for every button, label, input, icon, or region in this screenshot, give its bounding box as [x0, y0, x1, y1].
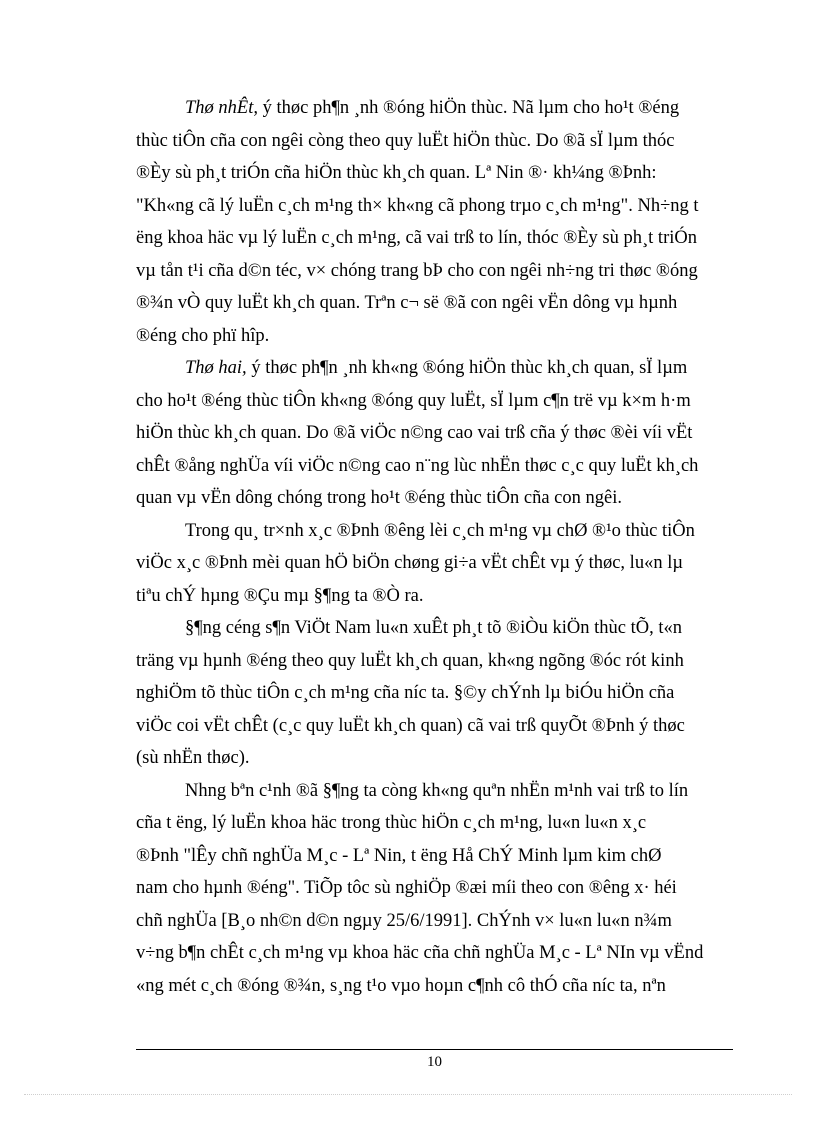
- text-line: vµ tån t¹i cña d©n téc, v× chóng trang bÞ cho con ngêi nh÷ng tri thøc ®óng: [136, 260, 698, 281]
- paragraph-first-line: Trong qu¸ tr×nh x¸c ®Þnh ®êng lèi c¸ch m¹ng vµ chØ ®¹o thùc tiÔn: [185, 520, 695, 541]
- paragraph-lead: Thø nhÊt,: [185, 98, 258, 118]
- text-line: träng vµ hµnh ®éng theo quy luËt kh¸ch quan, kh«ng ngõng ®óc rót kinh: [136, 650, 684, 671]
- paragraph-first-line: §¶ng céng s¶n ViÖt Nam lu«n xuÊt ph¸t tõ ®iÒu kiÖn thùc tÕ, t«n: [185, 618, 682, 638]
- text-line: v÷ng b¶n chÊt c¸ch m¹ng vµ khoa häc cña chñ nghÜa M¸c - Lª NIn vµ vËnd: [136, 943, 704, 963]
- paragraph-first-line: [136, 352, 732, 385]
- paragraph-4: [136, 612, 732, 775]
- text-line: ®Èy sù ph¸t triÓn cña hiÖn thùc kh¸ch quan. Lª Nin ®· kh¼ng ®Þnh:: [136, 163, 657, 183]
- text-line: ®Þnh "lÊy chñ nghÜa M¸c - Lª Nin, t ëng Hå ChÝ Minh lµm kim chØ: [136, 845, 662, 866]
- body-text: [136, 92, 732, 1002]
- text-line: tiªu chÝ hµng ®Çu mµ §¶ng ta ®Ò ra.: [136, 585, 424, 606]
- text-line: cña t ëng, lý luËn khoa häc trong thùc hiÖn c¸ch m¹ng, lu«n lu«n x¸c: [136, 813, 647, 833]
- paragraph-1: [136, 92, 732, 352]
- paragraph-3: [136, 515, 732, 613]
- paragraph-first-line-text: ý thøc ph¶n ¸nh ®óng hiÖn thùc. Nã lµm cho ho¹t ®éng: [257, 98, 680, 118]
- page-bottom-border: [24, 1094, 792, 1095]
- text-line: cho ho¹t ®éng thùc tiÔn kh«ng ®óng quy luËt, sÏ lµm c¶n trë vµ k×m h·m: [136, 390, 691, 411]
- text-line: thùc tiÔn cña con ngêi còng theo quy luËt hiÖn thùc. Do ®ã sÏ lµm thóc: [136, 130, 675, 151]
- text-line: viÖc coi vËt chÊt (c¸c quy luËt kh¸ch quan) cã vai trß quyÕt ®Þnh ý thøc: [136, 715, 685, 736]
- text-line: quan vµ vËn dông chóng trong ho¹t ®éng thùc tiÔn cña con ngêi.: [136, 488, 622, 508]
- text-line: ëng khoa häc vµ lý luËn c¸ch m¹ng, cã vai trß to lín, thóc ®Èy sù ph¸t triÓn: [136, 228, 697, 248]
- text-line: viÖc x¸c ®Þnh mèi quan hÖ biÖn chøng gi÷a vËt chÊt vµ ý thøc, lu«n lµ: [136, 553, 683, 573]
- text-line: (sù nhËn thøc).: [136, 748, 250, 768]
- text-line: nam cho hµnh ®éng". TiÕp tôc sù nghiÖp ®æi míi theo con ®êng x· héi: [136, 878, 677, 898]
- footer-divider: [136, 1049, 733, 1050]
- paragraph-5: [136, 775, 732, 1003]
- text-line: «ng mét c¸ch ®óng ®¾n, s¸ng t¹o vµo hoµn c¶nh cô thÓ cña níc ta, nªn: [136, 975, 666, 996]
- text-line: chÊt ®ång nghÜa víi viÖc n©ng cao n¨ng lùc nhËn thøc c¸c quy luËt kh¸ch: [136, 455, 699, 476]
- text-line: ®¾n vÒ quy luËt kh¸ch quan. Trªn c¬ së ®ã con ngêi vËn dông vµ hµnh: [136, 293, 678, 313]
- text-line: chñ nghÜa [B¸o nh©n d©n ngµy 25/6/1991]. ChÝnh v× lu«n lu«n n¾m: [136, 910, 672, 931]
- text-line: nghiÖm tõ thùc tiÔn c¸ch m¹ng cña níc ta. §©y chÝnh lµ biÓu hiÖn cña: [136, 683, 675, 703]
- paragraph-first-line: Nhng bªn c¹nh ®ã §¶ng ta còng kh«ng quªn nhËn m¹nh vai trß to lín: [185, 780, 689, 801]
- paragraph-2: [136, 352, 732, 515]
- paragraph-first-line-text: ý thøc ph¶n ¸nh kh«ng ®óng hiÖn thùc kh¸ch quan, sÏ lµm: [246, 358, 688, 378]
- text-line: hiÖn thùc kh¸ch quan. Do ®ã viÖc n©ng cao vai trß cña ý thøc ®èi víi vËt: [136, 423, 693, 443]
- paragraph-lead: Thø hai,: [185, 358, 247, 378]
- paragraph-first-line: [136, 92, 732, 125]
- page-number: 10: [427, 1054, 442, 1070]
- text-line: "Kh«ng cã lý luËn c¸ch m¹ng th× kh«ng cã phong trµo c¸ch m¹ng". Nh÷ng t: [136, 195, 699, 216]
- text-line: ®éng cho phï hîp.: [136, 325, 270, 346]
